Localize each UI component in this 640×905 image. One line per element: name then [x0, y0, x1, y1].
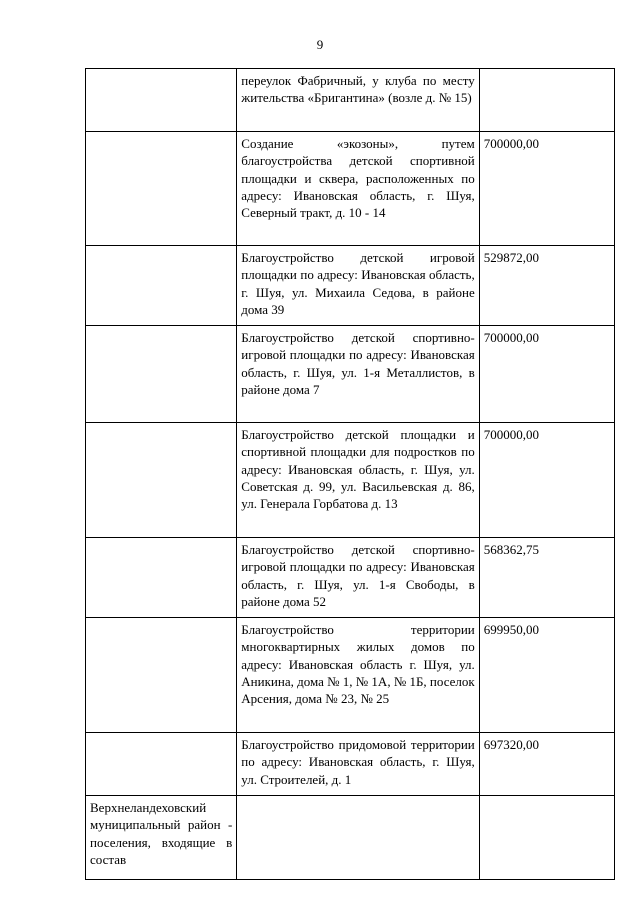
description-cell: Благоустройство детской площадки и спортивной площадки для подростков по адресу: Ивановская область, г. Шуя, ул. Советская д. 99, ул. Васильевская д. 86, ул. Генерала Горбатова д. 13 [237, 423, 479, 538]
amount-cell: 568362,75 [479, 538, 614, 618]
region-cell [86, 246, 237, 326]
region-cell [86, 132, 237, 246]
description-cell: Благоустройство детской спортивно-игровой площадки по адресу: Ивановская область, г. Шуя, ул. 1-я Свободы, в районе дома 52 [237, 538, 479, 618]
amount-cell: 697320,00 [479, 733, 614, 796]
table-row [86, 618, 615, 733]
description-cell: Благоустройство территории многоквартирных жилых домов по адресу: Ивановская область г. Шуя, ул. Аникина, дома № 1, № 1А, № 1Б, поселок Арсения, дома № 23, № 25 [237, 618, 479, 733]
amount-cell: 529872,00 [479, 246, 614, 326]
table-row [86, 796, 615, 880]
region-cell [86, 618, 237, 733]
table-row [86, 423, 615, 538]
region-cell: Верхнеландеховский муниципальный район - поселения, входящие в состав [86, 796, 237, 880]
table-row [86, 246, 615, 326]
table-row [86, 538, 615, 618]
description-cell: переулок Фабричный, у клуба по месту жительства «Бригантина» (возле д. № 15) [237, 69, 479, 132]
page-number: 9 [316, 37, 324, 52]
amount-cell: 700000,00 [479, 326, 614, 423]
table-row [86, 326, 615, 423]
description-cell: Благоустройство детской спортивно-игровой площадки по адресу: Ивановская область, г. Шуя, ул. 1-я Металлистов, в районе дома 7 [237, 326, 479, 423]
region-cell [86, 538, 237, 618]
amount-cell: 700000,00 [479, 423, 614, 538]
amount-cell: 700000,00 [479, 132, 614, 246]
funding-table [85, 68, 615, 880]
description-cell [237, 796, 479, 880]
region-cell [86, 326, 237, 423]
table-row [86, 733, 615, 796]
description-cell: Создание «экозоны», путем благоустройства детской спортивной площадки и сквера, расположенных по адресу: Ивановская область, г. Шуя, Северный тракт, д. 10 - 14 [237, 132, 479, 246]
region-cell [86, 69, 237, 132]
region-cell [86, 423, 237, 538]
table-row [86, 132, 615, 246]
region-cell [86, 733, 237, 796]
description-cell: Благоустройство детской игровой площадки по адресу: Ивановская область, г. Шуя, ул. Михаила Седова, в районе дома 39 [237, 246, 479, 326]
amount-cell [479, 796, 614, 880]
amount-cell [479, 69, 614, 132]
description-cell: Благоустройство придомовой территории по адресу: Ивановская область, г. Шуя, ул. Строителей, д. 1 [237, 733, 479, 796]
amount-cell: 699950,00 [479, 618, 614, 733]
table-row [86, 69, 615, 132]
